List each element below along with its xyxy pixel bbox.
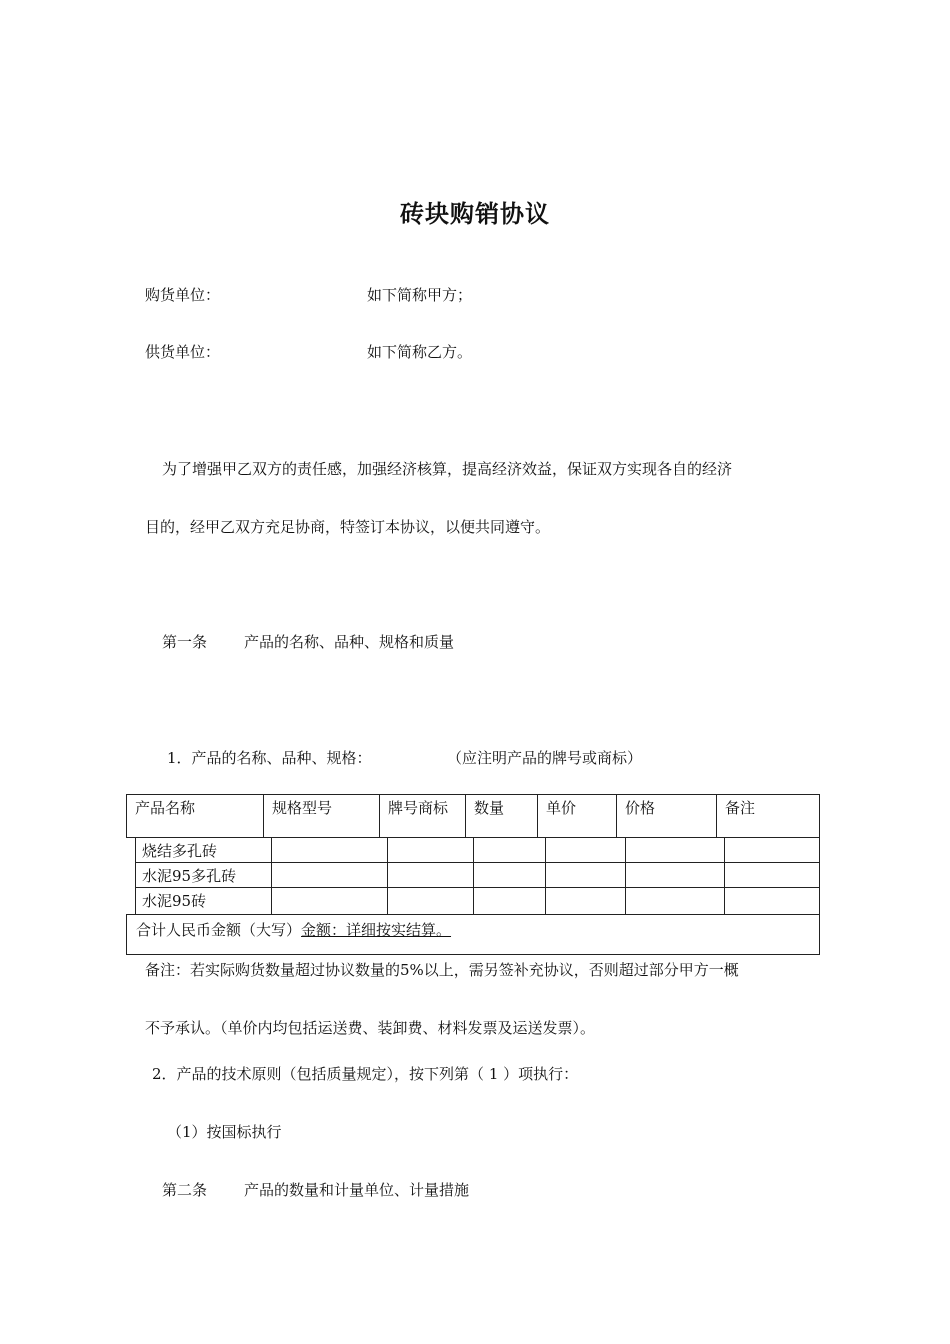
header-product-name: 产品名称 bbox=[127, 795, 264, 837]
table-row-2-unit bbox=[546, 863, 626, 888]
header-brand: 牌号商标 bbox=[380, 795, 466, 837]
item-2-sub-1: （1）按国标执行 bbox=[167, 1123, 282, 1141]
table-row-1-remark bbox=[725, 838, 819, 863]
header-spec: 规格型号 bbox=[264, 795, 380, 837]
table-row-2-price bbox=[626, 863, 725, 888]
seller-label: 供货单位： bbox=[145, 343, 221, 361]
buyer-note: 如下简称甲方； bbox=[367, 286, 473, 304]
table-row-3-qty bbox=[474, 888, 546, 914]
table-row-2-spec bbox=[272, 863, 388, 888]
buyer-label: 购货单位： bbox=[145, 286, 221, 304]
total-value: 金额：详细按实结算。 bbox=[301, 921, 452, 939]
intro-line-2: 目的，经甲乙双方充足协商，特签订本协议，以便共同遵守。 bbox=[145, 518, 551, 536]
header-remark: 备注 bbox=[725, 799, 756, 817]
table-row-3-unit bbox=[546, 888, 626, 914]
table-row-3-name: 水泥95砖 bbox=[136, 888, 272, 914]
header-price: 价格 bbox=[617, 795, 717, 837]
table-row-2-brand bbox=[388, 863, 474, 888]
remark-line-2: 不予承认。（单价内均包括运送费、装卸费、材料发票及运送发票）。 bbox=[145, 1019, 596, 1037]
document-title: 砖块购销协议 bbox=[400, 199, 550, 228]
remark-line-1: 备注：若实际购货数量超过协议数量的5%以上，需另签补充协议，否则超过部分甲方一概 bbox=[145, 961, 739, 979]
article-2-number: 第二条 bbox=[162, 1181, 208, 1199]
header-quantity: 数量 bbox=[466, 795, 538, 837]
item-1-label: 1．产品的名称、品种、规格： bbox=[167, 749, 372, 767]
table-row-3-spec bbox=[272, 888, 388, 914]
header-unit-price: 单价 bbox=[538, 795, 617, 837]
table-row-2-remark bbox=[725, 863, 819, 888]
table-row-1-spec bbox=[272, 838, 388, 863]
item-2-text: 2．产品的技术原则（包括质量规定），按下列第（ 1 ）项执行： bbox=[152, 1065, 579, 1083]
table-body bbox=[135, 838, 820, 915]
table-total-row bbox=[126, 914, 820, 955]
seller-note: 如下简称乙方。 bbox=[367, 343, 473, 361]
intro-line-1: 为了增强甲乙双方的责任感，加强经济核算，提高经济效益，保证双方实现各自的经济 bbox=[162, 460, 733, 478]
article-1-number: 第一条 bbox=[162, 633, 208, 651]
table-row-3-brand bbox=[388, 888, 474, 914]
table-row-2-qty bbox=[474, 863, 546, 888]
article-2-title: 产品的数量和计量单位、计量措施 bbox=[244, 1181, 470, 1199]
table-header-row bbox=[126, 794, 820, 838]
article-1-title: 产品的名称、品种、规格和质量 bbox=[244, 633, 455, 651]
table-row-1-brand bbox=[388, 838, 474, 863]
table-row-1-unit bbox=[546, 838, 626, 863]
item-1-note: （应注明产品的牌号或商标） bbox=[447, 749, 643, 767]
total-label: 合计人民币金额（大写） bbox=[136, 921, 302, 939]
table-row-3-price bbox=[626, 888, 725, 914]
table-row-1-price bbox=[626, 838, 725, 863]
table-row-2-name: 水泥95多孔砖 bbox=[136, 863, 272, 888]
table-row-1-name: 烧结多孔砖 bbox=[136, 838, 272, 863]
table-row-1-qty bbox=[474, 838, 546, 863]
total-cell bbox=[136, 919, 451, 940]
table-row-3-remark bbox=[725, 888, 819, 914]
